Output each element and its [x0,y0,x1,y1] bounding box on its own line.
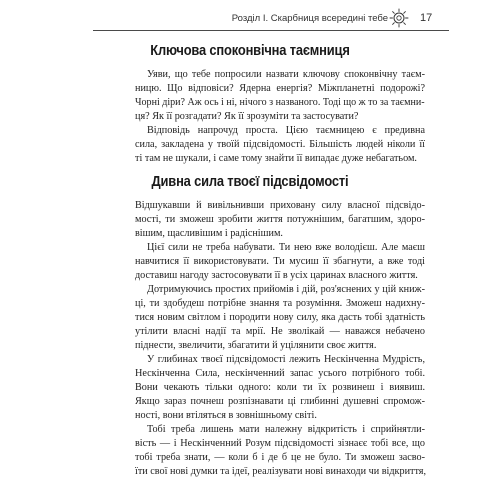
text-line: Вони чекають тільки одного: коли ти їх розвинеш і виявиш. [135,381,425,393]
text-line: вість — і Нескінченний Розум підсвідомості зізнаєє тобі все, що [135,437,425,449]
header-rule [93,30,449,31]
text-line: тобі треба знати, — коли б і де б це не було. Ти зможеш засво- [135,451,425,463]
text-line: Тобі треба лишень мати належну відкритість і сприйнятли- [147,424,425,435]
paragraph [135,199,425,241]
text-line: ницю. Що відповіси? Ядерна енергія? Міжпланетні подорожі? [135,82,425,94]
text-line: тися новим світлом і породити нову силу, яка дасть тобі здатність [135,311,425,323]
text-line: піднести, звеличити, збагатити й уцілянити своє життя. [135,339,377,351]
text-line: мості, ти зможеш зробити життя потужнішим, багатшим, здоро- [135,213,425,225]
text-line: Дотримуючись простих прийомів і дій, роз'яснених у цій книж- [147,284,425,295]
paragraph [135,283,425,353]
paragraph [135,68,425,124]
text-line: Цієї сили не треба набувати. Ти нею вже володієш. Але маєш [147,242,425,253]
page-header [0,8,500,30]
text-line: навчитися її використовувати. Ти мусиш її збагнути, а вже тоді [135,255,425,267]
text-line: Відповідь напрочуд проста. Цією таємницею є предивна [147,125,425,136]
text-line: ті там не шукали, і саме тому знайти її випадає дуже небагатьом. [135,152,417,164]
text-line: ності, вони втіляться в зовнішньому світі. [135,409,317,421]
text-line: Уяви, що тебе попросили назвати ключову споконвічну таєм- [147,69,425,80]
section-heading-subconscious-power: Дивна сила твоєї підсвідомості [151,173,349,190]
text-line: Нескінченна Сила, нескінченний запас усього потрібного тобі. [135,367,425,379]
text-line: Чорні діри? Аж ось і ні, нічого з названого. Тоді що ж то за таємни- [135,96,425,108]
text-line: їти свої нові думки та ідеї, реалізувати нові винаходи чи відкриття, [135,465,427,477]
text-line: У глибинах твоєї підсвідомості лежить Нескінченна Мудрість, [147,354,425,365]
text-line: сила, закладена у твоїй підсвідомості. Більшість людей ніколи її [135,138,425,150]
text-line: доставиш нагоду застосовувати її в усіх царинах власного життя. [135,269,418,281]
text-line: Відшукавши й вивільнивши приховану силу власної підсвідо- [135,200,425,211]
paragraph [135,423,425,479]
paragraph [135,124,425,166]
text-line: ця? Як її розгадати? Як її зрозуміти та застосувати? [135,110,359,122]
text-line: вішим, щасливішим і радіснішим. [135,227,283,239]
text-line: Якщо зараз почнеш розпізнавати ці глибинні душевні спромож- [135,395,425,407]
page-number: 17 [420,12,433,24]
text-line: ці, ти здобудеш потрібне знання та розуміння. Зможеш надихну- [135,297,425,309]
text-line: утілити власні надії та мрії. Не зволікай — наважся небачено [135,325,425,337]
paragraph [135,241,425,283]
section-heading-key-mystery: Ключова споконвічна таємниця [150,42,350,59]
running-head: Розділ І. Скарбниця всередині тебе [231,13,388,24]
paragraph [135,353,425,423]
sun-icon [389,8,409,28]
